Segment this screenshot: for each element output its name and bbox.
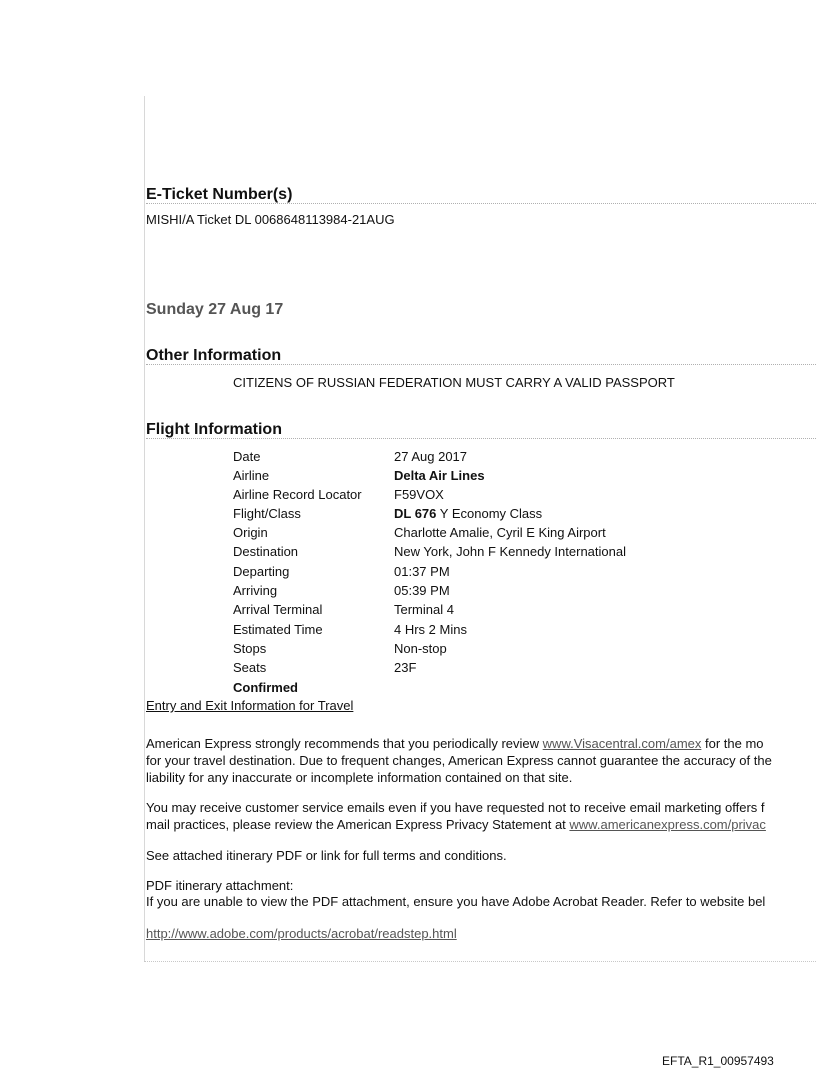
flight-info-heading: Flight Information (146, 421, 282, 438)
booking-status: Confirmed (233, 680, 298, 695)
flight-row-arriving (233, 581, 450, 600)
flight-row-label: Estimated Time (233, 622, 323, 637)
flight-row-value: F59VOX (394, 487, 444, 502)
flight-row-airline (233, 466, 485, 485)
other-info-heading: Other Information (146, 347, 282, 364)
pdf-attachment-notice: If you are unable to view the PDF attachment, ensure you have Adobe Acrobat Reader. Refer to website bel (146, 894, 766, 909)
flight-row-label: Departing (233, 564, 290, 579)
flight-row-label: Seats (233, 660, 267, 675)
flight-row-label: Destination (233, 544, 299, 559)
flight-row-destination (233, 542, 626, 561)
adobe-reader-link[interactable]: http://www.adobe.com/products/acrobat/readstep.html (146, 926, 457, 941)
flight-row-value: Delta Air Lines (394, 468, 485, 483)
flight-row-arrival-terminal (233, 600, 454, 619)
eticket-heading: E-Ticket Number(s) (146, 186, 293, 203)
privacy-statement-link[interactable]: www.americanexpress.com/privac (569, 817, 766, 832)
flight-row-value: Non-stop (394, 641, 447, 656)
trip-date-heading: Sunday 27 Aug 17 (146, 301, 284, 318)
visacentral-link[interactable]: www.Visacentral.com/amex (542, 736, 702, 751)
flight-row-value: 01:37 PM (394, 564, 450, 579)
visa-notice-line-2: for your travel destination. Due to frequent changes, American Express cannot guarantee the accuracy of the (146, 753, 772, 768)
flight-row-label: Airline (233, 468, 270, 483)
flight-row-flight-class (233, 504, 542, 523)
visa-notice-text: for the mo (701, 736, 764, 751)
flight-row-estimated-time (233, 620, 467, 639)
entry-exit-info-link[interactable]: Entry and Exit Information for Travel (146, 698, 354, 713)
flight-row-departing (233, 562, 450, 581)
flight-row-seats (233, 658, 416, 677)
flight-class: Y Economy Class (436, 506, 543, 521)
eticket-rule (146, 203, 816, 204)
flight-row-stops (233, 639, 447, 658)
pdf-attachment-label: PDF itinerary attachment: (146, 878, 294, 893)
flight-row-value: 27 Aug 2017 (394, 449, 468, 464)
email-notice-text: mail practices, please review the American Express Privacy Statement at (146, 817, 570, 832)
flight-row-value: 4 Hrs 2 Mins (394, 622, 467, 637)
flight-row-origin (233, 523, 606, 542)
visa-notice-line-3: liability for any inaccurate or incomplete information contained on that site. (146, 770, 573, 785)
flight-row-record-locator (233, 485, 444, 504)
visa-notice-text: American Express strongly recommends that you periodically review (146, 736, 543, 751)
flight-row-value: Charlotte Amalie, Cyril E King Airport (394, 525, 606, 540)
flight-row-value: 05:39 PM (394, 583, 450, 598)
flight-row-value: New York, John F Kennedy International (394, 544, 626, 559)
flight-row-value: 23F (394, 660, 417, 675)
visa-notice-line-1 (146, 735, 764, 752)
other-info-rule (146, 364, 816, 365)
flight-row-label: Arriving (233, 583, 278, 598)
terms-notice: See attached itinerary PDF or link for full terms and conditions. (146, 848, 507, 863)
flight-row-value: Terminal 4 (394, 602, 454, 617)
flight-number: DL 676 (394, 506, 437, 521)
email-notice-line-1: You may receive customer service emails even if you have requested not to receive email marketing offers f (146, 800, 765, 815)
flight-row-value (394, 504, 542, 523)
email-notice-line-2 (146, 816, 766, 833)
flight-row-label: Date (233, 449, 261, 464)
flight-row-label: Flight/Class (233, 506, 301, 521)
bottom-rule (144, 961, 816, 962)
eticket-number: MISHI/A Ticket DL 0068648113984-21AUG (146, 212, 395, 227)
other-info-text: CITIZENS OF RUSSIAN FEDERATION MUST CARRY A VALID PASSPORT (233, 375, 675, 390)
document-id: EFTA_R1_00957493 (662, 1054, 774, 1068)
flight-row-label: Arrival Terminal (233, 602, 323, 617)
flight-row-label: Origin (233, 525, 268, 540)
flight-row-label: Stops (233, 641, 267, 656)
flight-info-rule (146, 438, 816, 439)
flight-row-label: Airline Record Locator (233, 487, 362, 502)
flight-row-date (233, 447, 467, 466)
